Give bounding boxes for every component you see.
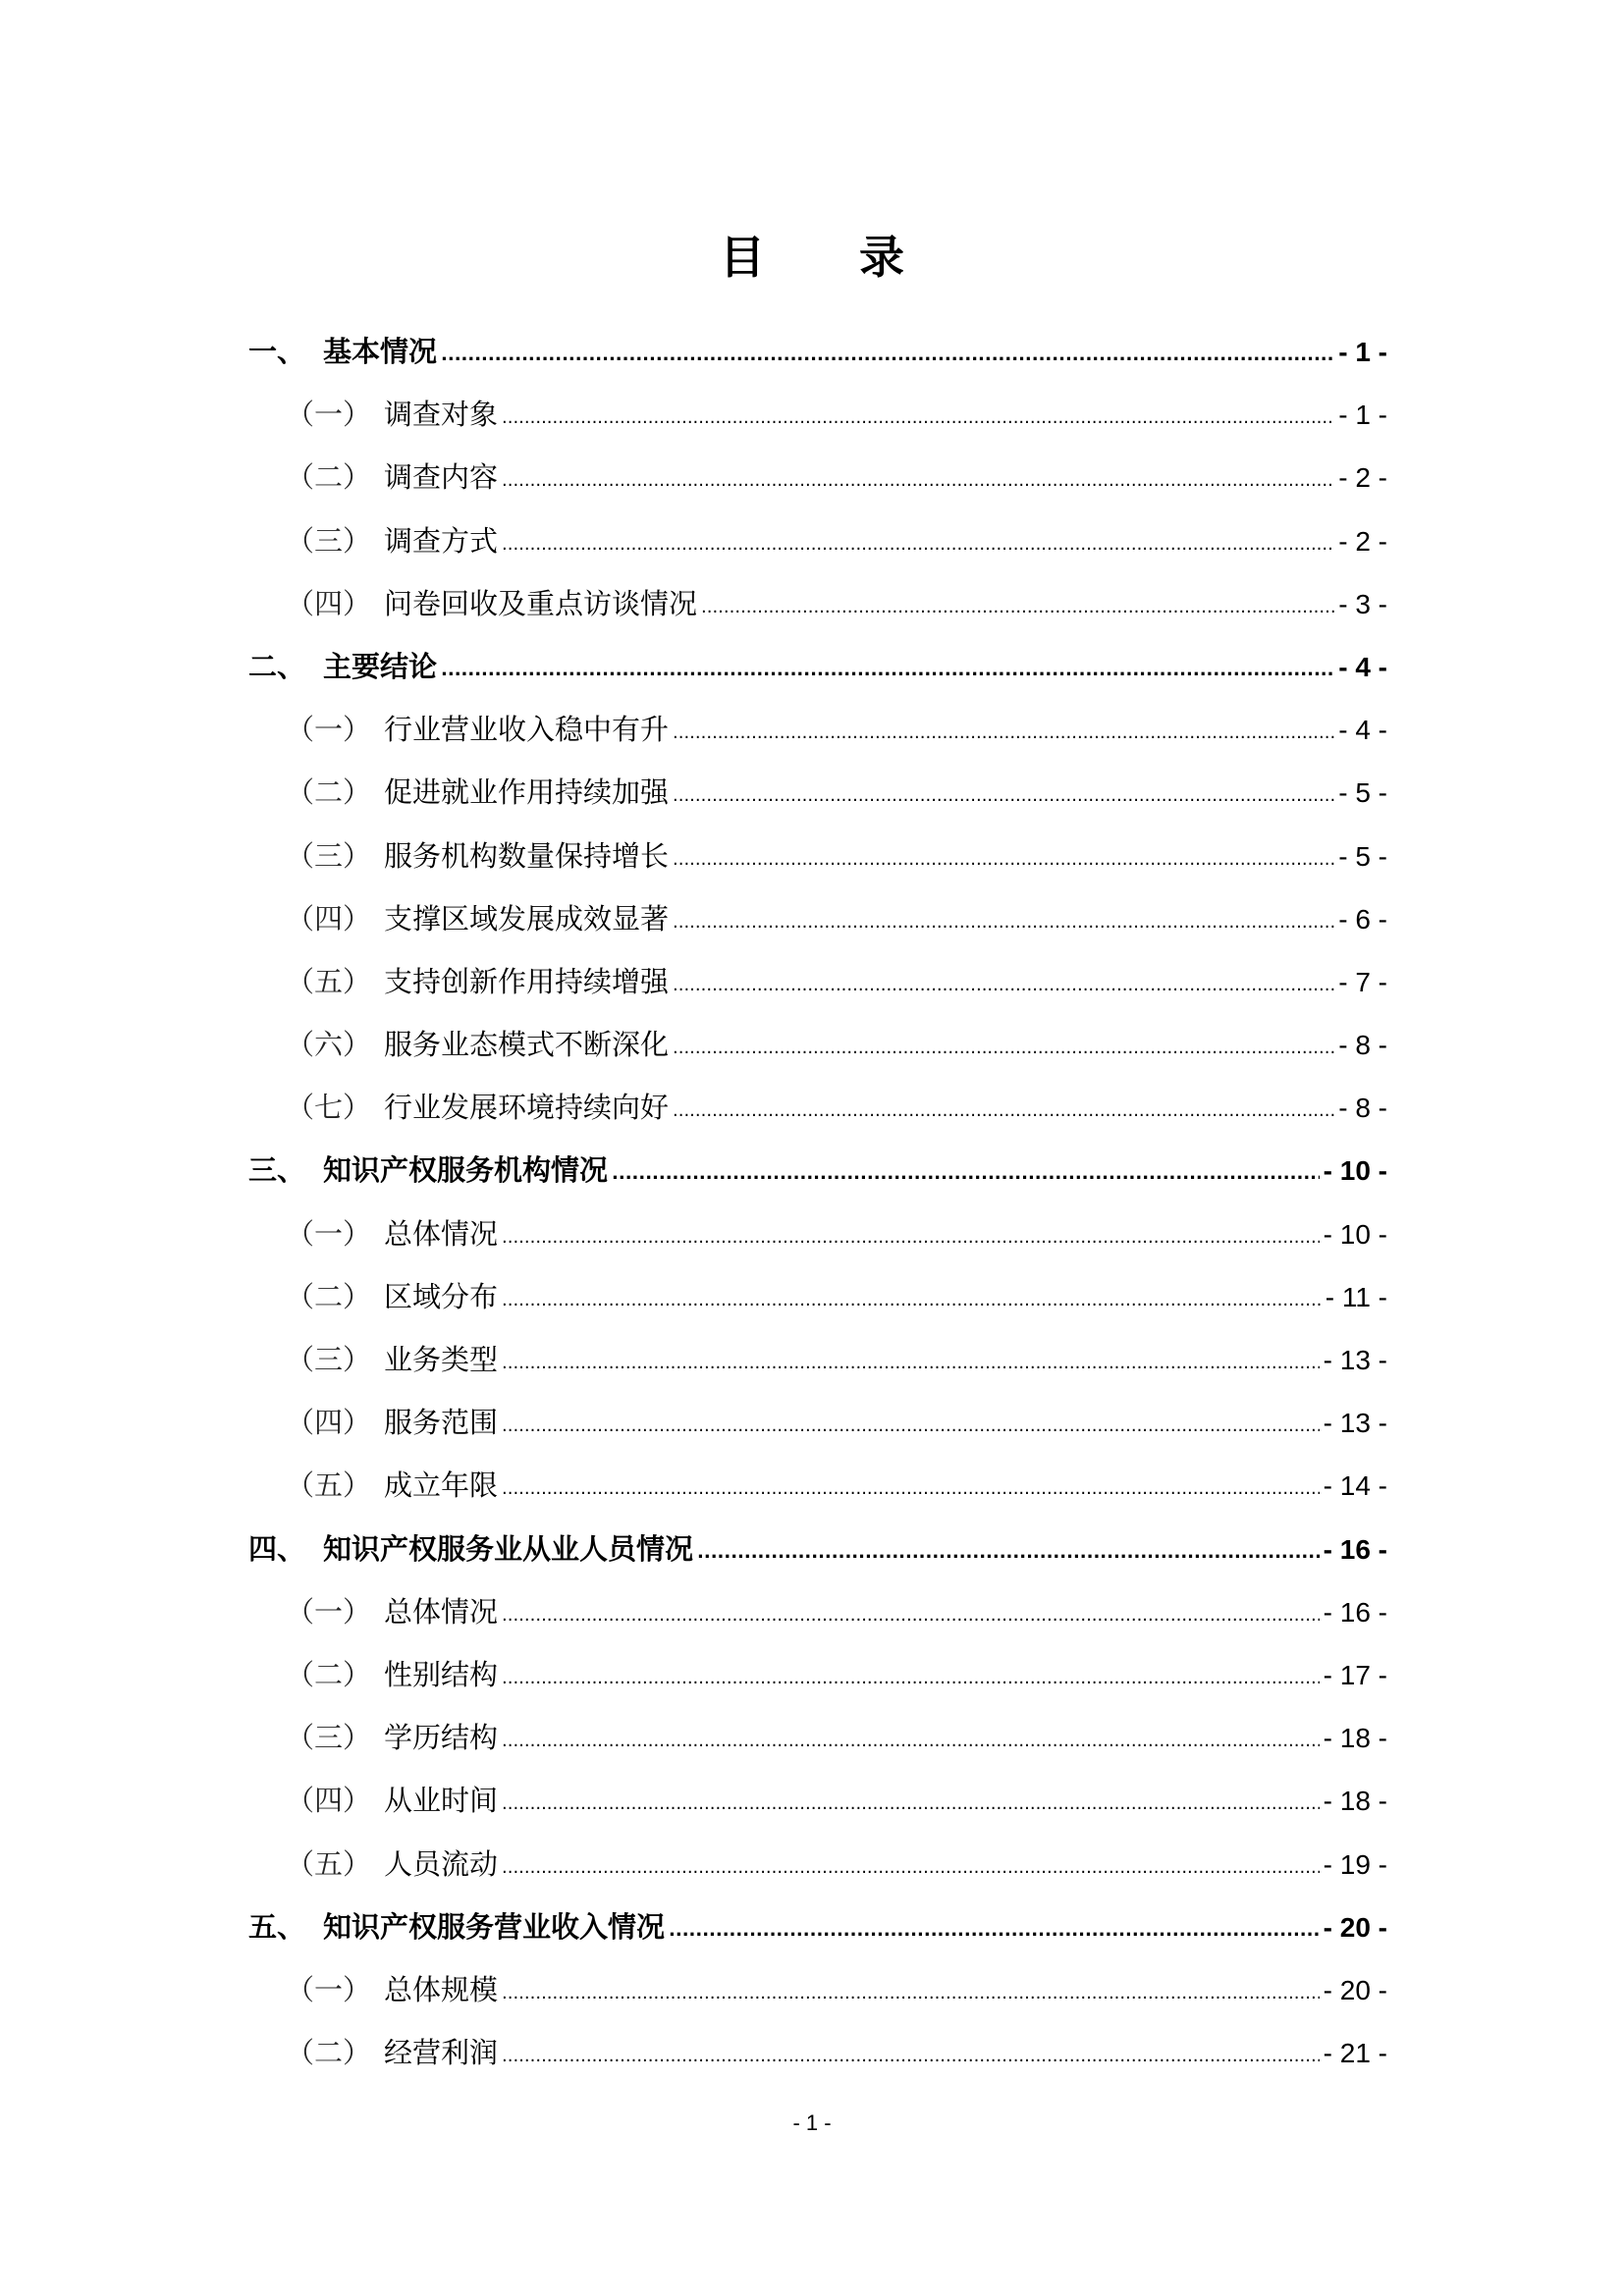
toc-entry-title: 问卷回收及重点访谈情况 bbox=[384, 586, 698, 620]
toc-entry-title: 基本情况 bbox=[323, 335, 438, 368]
toc-dot-leader bbox=[612, 1143, 1320, 1205]
toc-entry-number: （七） bbox=[286, 1091, 372, 1125]
toc-entry-number: （二） bbox=[286, 1657, 372, 1691]
toc-entry-page: - 19 - bbox=[1323, 1848, 1387, 1880]
toc-chapter-entry[interactable] bbox=[248, 635, 1387, 698]
toc-section-entry[interactable] bbox=[248, 1013, 1387, 1076]
toc-entry-page: - 7 - bbox=[1338, 966, 1387, 997]
toc-entry-number: 二、 bbox=[248, 649, 306, 683]
toc-dot-leader bbox=[701, 576, 1334, 639]
toc-entry-number: （三） bbox=[286, 523, 372, 558]
toc-entry-number: （三） bbox=[286, 1343, 372, 1376]
toc-section-entry[interactable] bbox=[248, 1833, 1387, 1896]
toc-entry-page: - 18 - bbox=[1323, 1786, 1387, 1817]
toc-section-entry[interactable] bbox=[248, 887, 1387, 950]
toc-entry-page: - 3 - bbox=[1338, 588, 1387, 619]
toc-dot-leader bbox=[502, 1458, 1320, 1521]
toc-entry-title: 行业营业收入稳中有升 bbox=[384, 713, 670, 747]
toc-entry-page: - 8 - bbox=[1338, 1030, 1387, 1061]
toc-entry-title: 成立年限 bbox=[384, 1468, 499, 1503]
toc-dot-leader bbox=[502, 2025, 1320, 2088]
toc-dot-leader bbox=[502, 1710, 1320, 1773]
toc-entry-number: （五） bbox=[286, 964, 372, 998]
toc-entry-number: （五） bbox=[286, 1846, 372, 1881]
toc-section-entry[interactable] bbox=[248, 950, 1387, 1013]
toc-section-entry[interactable] bbox=[248, 825, 1387, 887]
toc-dot-leader bbox=[673, 1017, 1334, 1080]
toc-dot-leader bbox=[673, 828, 1334, 891]
toc-section-entry[interactable] bbox=[248, 761, 1387, 824]
toc-dot-leader bbox=[697, 1522, 1320, 1584]
toc-entry-title: 总体情况 bbox=[384, 1594, 499, 1629]
toc-dot-leader bbox=[502, 513, 1334, 576]
toc-entry-title: 行业发展环境持续向好 bbox=[384, 1091, 670, 1125]
toc-entry-page: - 21 - bbox=[1323, 2038, 1387, 2069]
toc-dot-leader bbox=[673, 891, 1334, 954]
toc-dot-leader bbox=[441, 324, 1334, 387]
toc-section-entry[interactable] bbox=[248, 446, 1387, 508]
toc-entry-number: 一、 bbox=[248, 335, 306, 368]
toc-entry-title: 业务类型 bbox=[384, 1343, 499, 1376]
toc-entry-number: （四） bbox=[286, 1784, 372, 1818]
toc-section-entry[interactable] bbox=[248, 509, 1387, 572]
toc-section-entry[interactable] bbox=[248, 1391, 1387, 1454]
toc-entry-title: 总体规模 bbox=[384, 1972, 499, 2006]
toc-section-entry[interactable] bbox=[248, 1706, 1387, 1769]
toc-section-entry[interactable] bbox=[248, 2021, 1387, 2084]
toc-entry-number: （二） bbox=[286, 460, 372, 495]
toc-entry-number: 三、 bbox=[248, 1153, 306, 1188]
toc-entry-number: （四） bbox=[286, 586, 372, 620]
toc-entry-page: - 5 - bbox=[1338, 840, 1387, 872]
toc-entry-page: - 10 - bbox=[1323, 1218, 1387, 1250]
table-of-contents bbox=[248, 320, 1387, 2084]
toc-entry-page: - 13 - bbox=[1323, 1345, 1387, 1375]
toc-dot-leader bbox=[502, 1269, 1322, 1332]
toc-entry-title: 知识产权服务机构情况 bbox=[323, 1153, 609, 1188]
toc-dot-leader bbox=[502, 1332, 1320, 1395]
toc-entry-page: - 4 - bbox=[1338, 715, 1387, 746]
toc-entry-number: （二） bbox=[286, 775, 372, 810]
toc-section-entry[interactable] bbox=[248, 383, 1387, 446]
toc-dot-leader bbox=[673, 954, 1334, 1017]
toc-section-entry[interactable] bbox=[248, 1580, 1387, 1643]
toc-title: 目 录 bbox=[719, 231, 944, 284]
toc-entry-title: 知识产权服务营业收入情况 bbox=[323, 1909, 666, 1944]
toc-section-entry[interactable] bbox=[248, 572, 1387, 635]
toc-section-entry[interactable] bbox=[248, 1202, 1387, 1265]
toc-entry-title: 支撑区域发展成效显著 bbox=[384, 901, 670, 935]
toc-section-entry[interactable] bbox=[248, 1265, 1387, 1328]
toc-entry-title: 知识产权服务业从业人员情况 bbox=[323, 1531, 694, 1566]
toc-entry-title: 主要结论 bbox=[323, 649, 438, 683]
toc-chapter-entry[interactable] bbox=[248, 1518, 1387, 1580]
toc-entry-page: - 1 - bbox=[1338, 337, 1387, 367]
toc-entry-number: （一） bbox=[286, 1972, 372, 2006]
toc-entry-page: - 6 - bbox=[1338, 903, 1387, 934]
toc-dot-leader bbox=[502, 1773, 1320, 1836]
toc-entry-page: - 1 - bbox=[1338, 400, 1387, 431]
toc-entry-title: 经营利润 bbox=[384, 2036, 499, 2070]
toc-entry-title: 调查方式 bbox=[384, 523, 499, 558]
toc-entry-title: 促进就业作用持续加强 bbox=[384, 775, 670, 810]
toc-section-entry[interactable] bbox=[248, 1328, 1387, 1391]
toc-section-entry[interactable] bbox=[248, 1769, 1387, 1832]
toc-entry-page: - 2 - bbox=[1338, 525, 1387, 557]
toc-entry-number: 四、 bbox=[248, 1531, 306, 1566]
toc-entry-page: - 11 - bbox=[1325, 1281, 1387, 1312]
toc-dot-leader bbox=[502, 1395, 1320, 1458]
toc-entry-title: 服务机构数量保持增长 bbox=[384, 838, 670, 873]
toc-entry-title: 人员流动 bbox=[384, 1846, 499, 1881]
toc-entry-page: - 14 - bbox=[1323, 1470, 1387, 1502]
toc-chapter-entry[interactable] bbox=[248, 320, 1387, 383]
toc-dot-leader bbox=[669, 1899, 1320, 1962]
toc-entry-number: （六） bbox=[286, 1028, 372, 1062]
toc-section-entry[interactable] bbox=[248, 698, 1387, 761]
toc-entry-page: - 5 - bbox=[1338, 777, 1387, 809]
toc-entry-page: - 2 - bbox=[1338, 462, 1387, 494]
toc-entry-title: 从业时间 bbox=[384, 1784, 499, 1818]
toc-chapter-entry[interactable] bbox=[248, 1896, 1387, 1958]
toc-dot-leader bbox=[502, 1584, 1320, 1647]
toc-entry-page: - 18 - bbox=[1323, 1723, 1387, 1754]
toc-entry-title: 区域分布 bbox=[384, 1279, 499, 1313]
toc-entry-title: 服务范围 bbox=[384, 1406, 499, 1440]
toc-entry-number: （一） bbox=[286, 1216, 372, 1251]
toc-dot-leader bbox=[502, 1206, 1320, 1269]
toc-dot-leader bbox=[673, 1080, 1334, 1143]
toc-dot-leader bbox=[502, 1647, 1320, 1710]
toc-entry-number: （一） bbox=[286, 713, 372, 747]
toc-dot-leader bbox=[502, 450, 1334, 512]
toc-entry-page: - 13 - bbox=[1323, 1408, 1387, 1439]
toc-entry-title: 服务业态模式不断深化 bbox=[384, 1028, 670, 1062]
toc-entry-number: （一） bbox=[286, 1594, 372, 1629]
toc-entry-page: - 20 - bbox=[1323, 1974, 1387, 2005]
toc-dot-leader bbox=[502, 1837, 1320, 1899]
page-number: - 1 - bbox=[792, 2110, 832, 2135]
toc-dot-leader bbox=[673, 765, 1334, 828]
toc-chapter-entry[interactable] bbox=[248, 1139, 1387, 1201]
toc-section-entry[interactable] bbox=[248, 1958, 1387, 2021]
toc-dot-leader bbox=[673, 702, 1334, 765]
toc-entry-title: 性别结构 bbox=[384, 1657, 499, 1691]
toc-entry-page: - 20 - bbox=[1323, 1911, 1387, 1943]
toc-entry-number: （五） bbox=[286, 1468, 372, 1503]
toc-entry-number: （三） bbox=[286, 1721, 372, 1755]
toc-section-entry[interactable] bbox=[248, 1643, 1387, 1706]
toc-entry-page: - 10 - bbox=[1323, 1155, 1387, 1187]
toc-dot-leader bbox=[502, 387, 1334, 450]
toc-dot-leader bbox=[502, 1962, 1320, 2025]
toc-section-entry[interactable] bbox=[248, 1454, 1387, 1517]
toc-entry-page: - 8 - bbox=[1338, 1093, 1387, 1124]
toc-dot-leader bbox=[441, 639, 1334, 702]
toc-entry-title: 总体情况 bbox=[384, 1216, 499, 1251]
toc-entry-title: 调查对象 bbox=[384, 398, 499, 432]
toc-entry-number: （二） bbox=[286, 1279, 372, 1313]
toc-entry-page: - 17 - bbox=[1323, 1659, 1387, 1690]
toc-entry-number: （二） bbox=[286, 2036, 372, 2070]
toc-entry-page: - 16 - bbox=[1323, 1533, 1387, 1565]
toc-entry-number: （四） bbox=[286, 1406, 372, 1440]
toc-entry-number: （四） bbox=[286, 901, 372, 935]
toc-entry-page: - 4 - bbox=[1338, 651, 1387, 682]
toc-entry-title: 支持创新作用持续增强 bbox=[384, 964, 670, 998]
toc-entry-page: - 16 - bbox=[1323, 1596, 1387, 1628]
toc-entry-title: 学历结构 bbox=[384, 1721, 499, 1755]
toc-entry-number: 五、 bbox=[248, 1909, 306, 1944]
toc-entry-title: 调查内容 bbox=[384, 460, 499, 495]
toc-entry-number: （一） bbox=[286, 398, 372, 432]
toc-section-entry[interactable] bbox=[248, 1076, 1387, 1139]
toc-entry-number: （三） bbox=[286, 838, 372, 873]
